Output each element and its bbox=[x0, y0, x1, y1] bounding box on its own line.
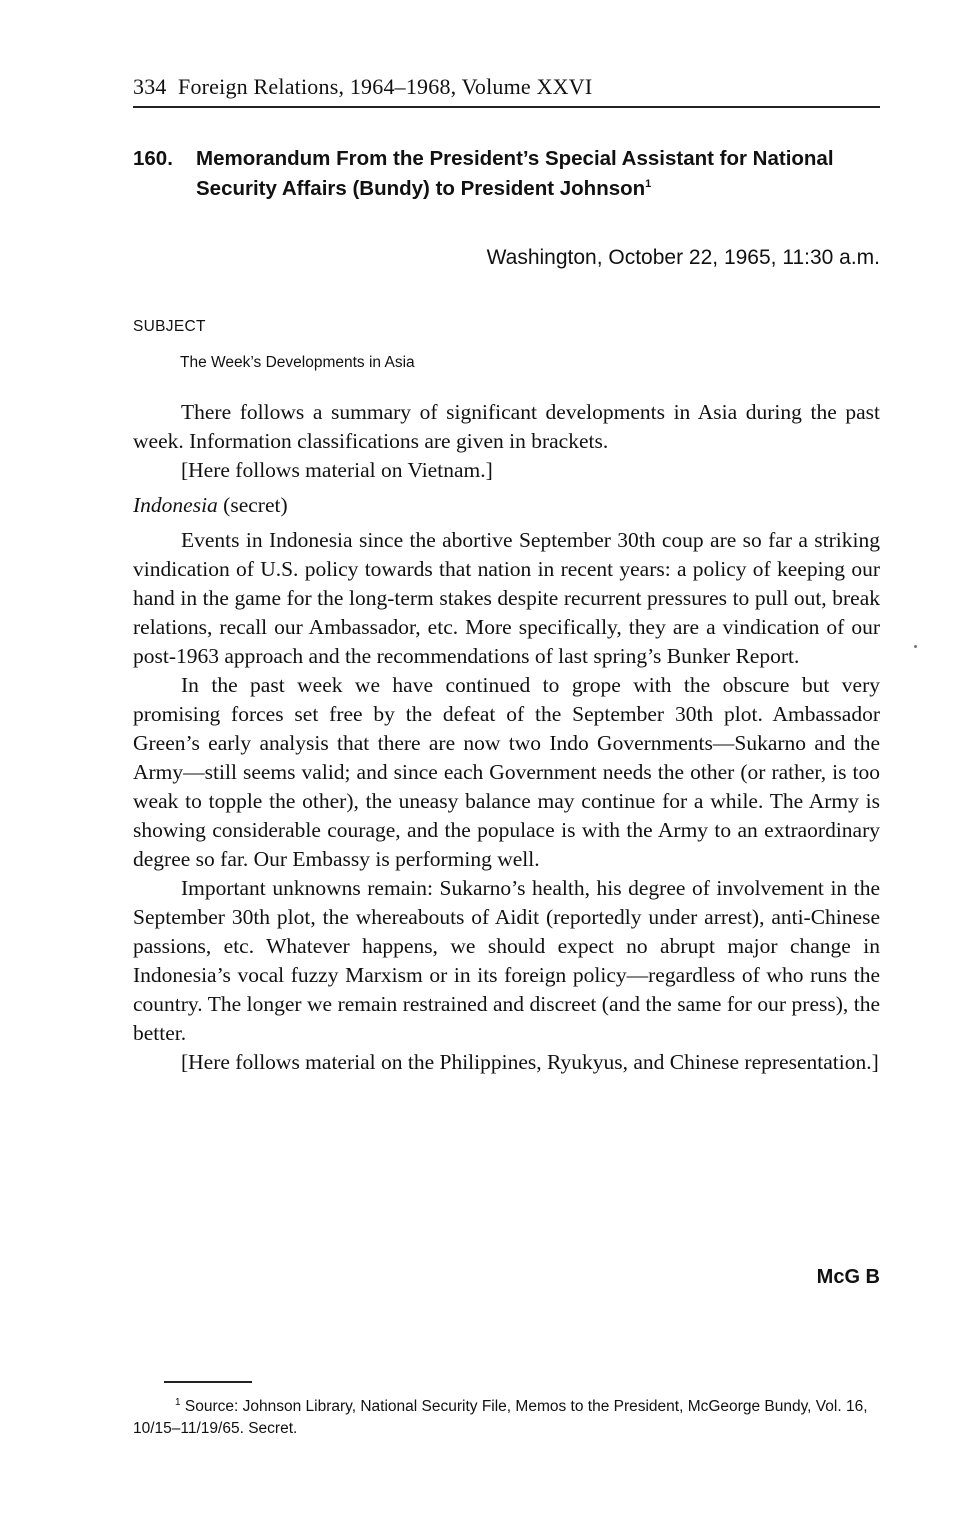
subject-text: The Week’s Developments in Asia bbox=[180, 354, 415, 371]
section-classification: (secret) bbox=[223, 493, 288, 517]
memo-body bbox=[133, 398, 880, 1077]
editorial-note-vietnam: [Here follows material on Vietnam.] bbox=[181, 458, 493, 482]
document-number: 160. bbox=[133, 147, 173, 170]
page-number: 334 bbox=[133, 74, 167, 99]
editorial-note-other: [Here follows material on the Philippines, Ryukyus, and Chinese representation.] bbox=[181, 1050, 879, 1074]
footnote-text: Source: Johnson Library, National Security File, Memos to the President, McGeorge Bundy, Vol. 16, 10/15–11/19/65. Secret. bbox=[133, 1398, 868, 1437]
intro-paragraph: There follows a summary of significant developments in Asia during the past week. Information classifications are given in brackets. bbox=[133, 400, 880, 453]
margin-mark bbox=[914, 645, 917, 648]
paragraph-2: In the past week we have continued to grope with the obscure but very promising forces set free by the defeat of the September 30th plot. Ambassador Green’s early analysis that there are now two Indo Governments—Sukarno and the Army—still seems valid; and since each Government needs the other (or rather, is too weak to topple the other), the uneasy balance may continue for a while. The Army is showing considerable courage, and the populace is with the Army to an extraordinary degree so far. Our Embassy is performing well. bbox=[133, 673, 880, 871]
signature: McG B bbox=[816, 1266, 880, 1288]
document-title-text bbox=[196, 144, 876, 204]
paragraph-3: Important unknowns remain: Sukarno’s health, his degree of involvement in the September 30th plot, the whereabouts of Aidit (reportedly under arrest), anti-Chinese passions, etc. Whatever happens, we should expect no abrupt major change in Indonesia’s vocal fuzzy Marxism or in its foreign policy—regardless of who runs the country. The longer we remain restrained and discreet (and the same for our press), the better. bbox=[133, 876, 880, 1045]
footnote-reference: 1 bbox=[645, 178, 652, 191]
footnote-rule bbox=[164, 1381, 252, 1383]
footnote-number: 1 bbox=[175, 1396, 181, 1408]
running-header bbox=[133, 74, 878, 100]
footnote bbox=[133, 1396, 885, 1440]
subject-label: SUBJECT bbox=[133, 318, 206, 335]
dateline: Washington, October 22, 1965, 11:30 a.m. bbox=[486, 246, 880, 269]
section-heading bbox=[133, 491, 880, 520]
title-text: Memorandum From the President’s Special Assistant for National Security Affairs (Bundy) to President Johnson bbox=[196, 147, 834, 200]
header-rule bbox=[133, 106, 880, 108]
paragraph-1: Events in Indonesia since the abortive September 30th coup are so far a striking vindication of U.S. policy towards that nation in recent years: a policy of keeping our hand in the game for the long-term stakes despite recurrent pressures to pull out, break relations, recall our Ambassador, etc. More specifically, they are a vindication of our post-1963 approach and the recommendations of last spring’s Bunker Report. bbox=[133, 528, 880, 668]
section-title: Indonesia bbox=[133, 493, 218, 517]
running-title: Foreign Relations, 1964–1968, Volume XXVI bbox=[178, 74, 593, 99]
